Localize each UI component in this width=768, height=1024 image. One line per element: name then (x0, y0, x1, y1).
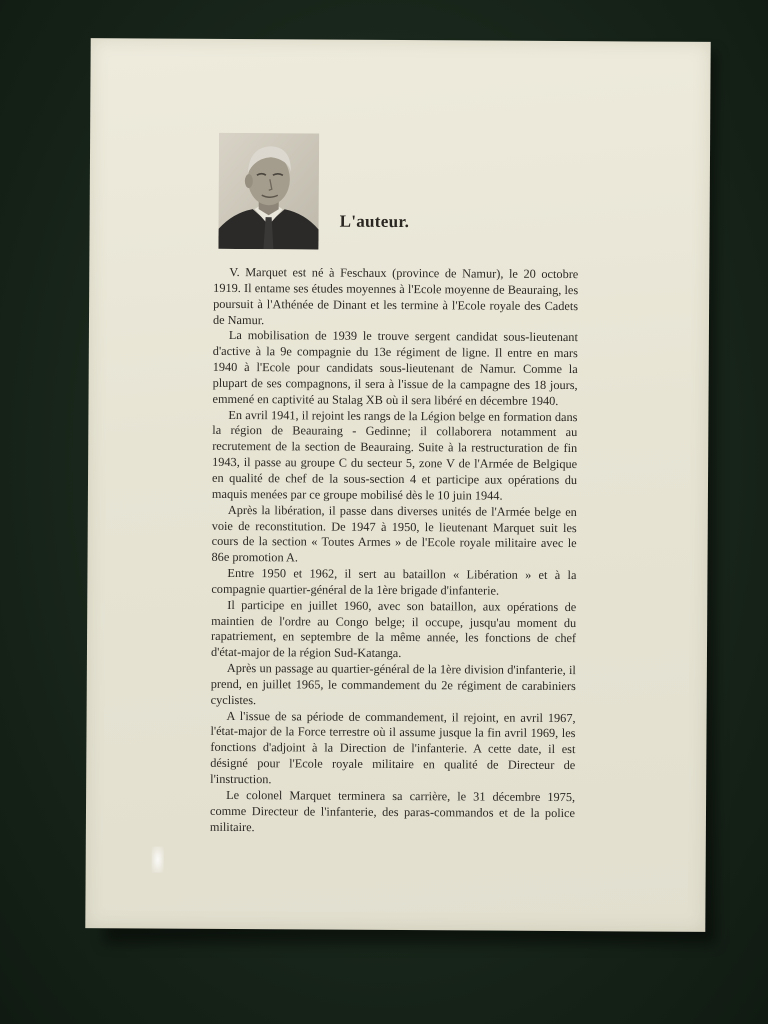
bio-paragraph-bataillon: Entre 1950 et 1962, il sert au bataillon « Libération » et à la compagnie quartier-général de la 1ère brigade d'infanterie. (211, 565, 577, 598)
bio-paragraph-liberation: Après la libération, il passe dans diverses unités de l'Armée belge en voie de reconstitution. De 1947 à 1950, le lieutenant Marquet suit les cours de la section « Toutes Armes » de l'Ecole royale militaire avec le 86e promotion A. (211, 502, 577, 565)
book-back-cover (85, 38, 710, 932)
bio-paragraph-legion: En avril 1941, il rejoint les rangs de la Légion belge en formation dans la région de Beauraing - Gedinne; il collaborera notamment au recrutement de la section de Beauraing. Suite à la restructuration de fin 1943, il passe au groupe C du secteur 5, zone V de l'Armée de Belgique en qualité de chef de la sous-section 4 et participe aux opérations du maquis menées par ce groupe mobilisé dès le 10 juin 1944. (211, 407, 578, 503)
bio-paragraph-birth: V. Marquet est né à Feschaux (province de Namur), le 20 octobre 1919. Il entame ses études moyennes à l'Ecole moyenne de Beauraing, les poursuit à l'Athénée de Dinant et les termine à l'Ecole royale des Cadets de Namur. (212, 264, 579, 327)
bio-paragraph-carabiniers: Après un passage au quartier-général de la 1ère division d'infanterie, il prend, en juillet 1965, le commandement du 2e régiment de carabiniers cyclistes. (210, 661, 576, 707)
author-portrait (218, 133, 319, 250)
bio-paragraph-congo: Il participe en juillet 1960, avec son bataillon, aux opérations de maintien de l'ordre au Congo belge; il occupe, jusqu'au moment du rapatriement, en septembre de la même année, les fonctions de chef d'état-major de la région Sud-Katanga. (210, 597, 577, 661)
author-portrait-photo (218, 133, 319, 250)
bio-paragraph-mobilisation: La mobilisation de 1939 le trouve sergent candidat sous-lieutenant d'active à la 9e compagnie du 13e régiment de ligne. Il entre en mars 1940 à l'Ecole pour candidats sous-lieutenant de Namur. Comme la plupart de ses compagnons, il sera à l'issue de la campagne des 18 jours, emmené en captivité au Stalag XB où il sera libéré en décembre 1940. (212, 328, 578, 408)
cover-scuff-mark (152, 847, 164, 873)
bio-paragraph-retirement: Le colonel Marquet terminera sa carrière, le 31 décembre 1975, comme Directeur de l'infanterie, des paras-commandos et de la police militaire. (209, 787, 576, 834)
author-heading: L'auteur. (339, 211, 410, 232)
author-biography (210, 265, 578, 838)
bio-paragraph-etat-major: A l'issue de sa période de commandement, il rejoint, en avril 1967, l'état-major de la Force terrestre où il assume jusque la fin avril 1969, les fonctions d'adjoint à la Direction de l'infanterie. A cette date, il est désigné pour l'Ecole royale militaire en qualité de Directeur de l'instruction. (210, 708, 576, 787)
